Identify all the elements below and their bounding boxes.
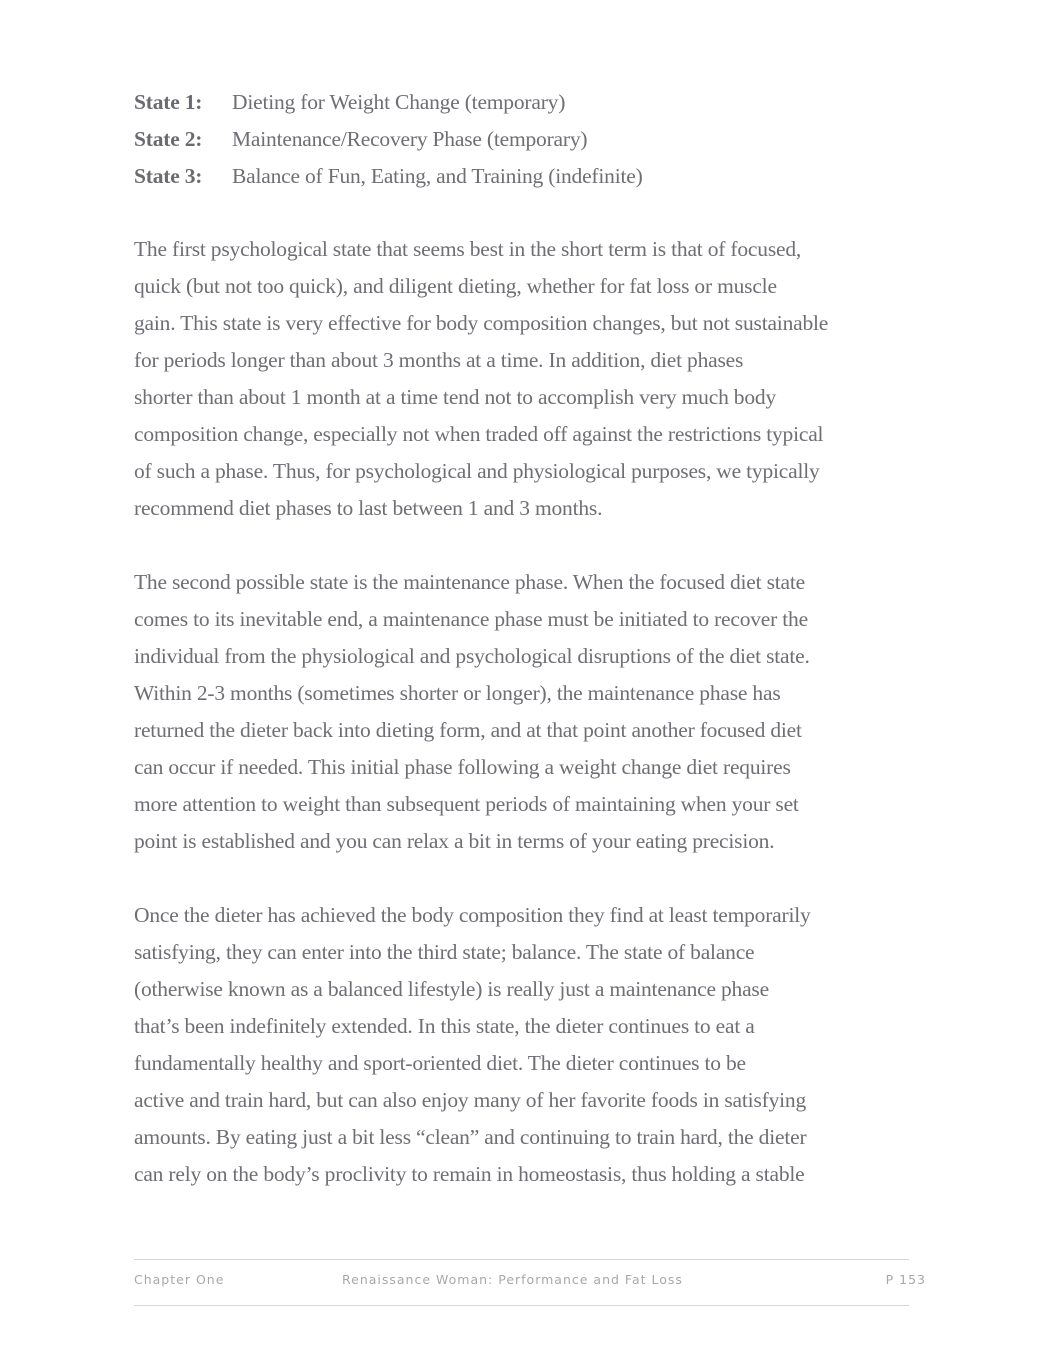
text-line: that’s been indefinitely extended. In this state, the dieter continues to eat a [134,1014,755,1038]
text-line: of such a phase. Thus, for psychological and physiological purposes, we typically [134,459,820,483]
paragraph-maintenance-state [134,564,934,860]
text-line: individual from the physiological and psychological disruptions of the diet state. [134,644,810,668]
text-line: returned the dieter back into dieting form, and at that point another focused diet [134,718,802,742]
text-line: recommend diet phases to last between 1 and 3 months. [134,496,603,520]
states-list [134,84,934,195]
state-row-1 [134,84,934,121]
state-description: Dieting for Weight Change (temporary) [232,90,566,114]
footer-top-divider [134,1259,909,1260]
text-line: comes to its inevitable end, a maintenance phase must be initiated to recover the [134,607,808,631]
footer-bottom-divider [134,1305,909,1306]
text-line: amounts. By eating just a bit less “clean” and continuing to train hard, the dieter [134,1125,807,1149]
page-footer [134,1272,926,1292]
text-line: for periods longer than about 3 months at a time. In addition, diet phases [134,348,744,372]
text-line: shorter than about 1 month at a time tend not to accomplish very much body [134,385,776,409]
text-line: The second possible state is the maintenance phase. When the focused diet state [134,570,805,594]
text-line: satisfying, they can enter into the third state; balance. The state of balance [134,940,755,964]
text-line: gain. This state is very effective for body composition changes, but not sustainable [134,311,829,335]
text-line: Within 2-3 months (sometimes shorter or longer), the maintenance phase has [134,681,781,705]
state-label: State 2: [134,127,203,151]
text-line: active and train hard, but can also enjoy many of her favorite foods in satisfying [134,1088,806,1112]
text-line: composition change, especially not when traded off against the restrictions typical [134,422,824,446]
footer-page-number: P 153 [885,1272,926,1287]
text-line: can rely on the body’s proclivity to remain in homeostasis, thus holding a stable [134,1162,805,1186]
footer-chapter: Chapter One [134,1272,225,1287]
state-description: Maintenance/Recovery Phase (temporary) [232,127,588,151]
text-line: point is established and you can relax a bit in terms of your eating precision. [134,829,775,853]
text-line: fundamentally healthy and sport-oriented diet. The dieter continues to be [134,1051,746,1075]
state-row-3 [134,158,934,195]
text-line: quick (but not too quick), and diligent dieting, whether for fat loss or muscle [134,274,777,298]
paragraph-balance-state [134,897,934,1193]
text-line: The first psychological state that seems best in the short term is that of focused, [134,237,802,261]
text-line: Once the dieter has achieved the body composition they find at least temporarily [134,903,811,927]
text-line: (otherwise known as a balanced lifestyle) is really just a maintenance phase [134,977,769,1001]
state-label: State 1: [134,90,203,114]
text-line: can occur if needed. This initial phase following a weight change diet requires [134,755,791,779]
state-label: State 3: [134,164,203,188]
paragraph-diet-state [134,231,934,527]
state-row-2 [134,121,934,158]
footer-book-title: Renaissance Woman: Performance and Fat Loss [342,1272,683,1287]
text-line: more attention to weight than subsequent periods of maintaining when your set [134,792,799,816]
state-description: Balance of Fun, Eating, and Training (indefinite) [232,164,643,188]
page-body [134,84,934,1230]
